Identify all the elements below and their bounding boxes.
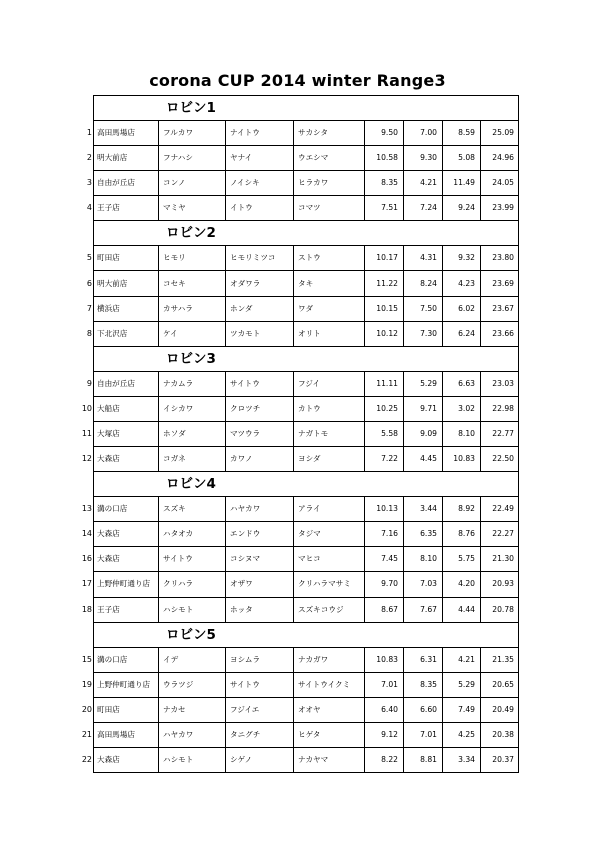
- member-name-cell: ツカモト: [226, 321, 294, 346]
- score-cell: 8.81: [404, 747, 443, 772]
- score-cell: 4.23: [443, 271, 481, 296]
- table-row: [94, 497, 519, 522]
- score-cell: 11.11: [365, 371, 404, 396]
- member-name-cell: ヤナイ: [226, 146, 294, 171]
- member-name-cell: オダワラ: [226, 271, 294, 296]
- rank-number: 15: [81, 654, 92, 664]
- member-name-cell: スズキコウジ: [294, 597, 365, 622]
- score-cell: 4.45: [404, 447, 443, 472]
- member-name-cell: カワノ: [226, 447, 294, 472]
- member-name-cell: サイトウイクミ: [294, 672, 365, 697]
- store-cell: 溝の口店: [94, 497, 159, 522]
- score-cell: 4.21: [443, 647, 481, 672]
- score-cell: 7.50: [404, 296, 443, 321]
- member-name-cell: ヒモリミツコ: [226, 246, 294, 271]
- store-cell: 大森店: [94, 747, 159, 772]
- table-row: [94, 672, 519, 697]
- member-name-cell: ナガトモ: [294, 421, 365, 446]
- score-cell: 9.12: [365, 722, 404, 747]
- score-cell: 4.44: [443, 597, 481, 622]
- score-cell: 6.35: [404, 522, 443, 547]
- member-name-cell: アライ: [294, 497, 365, 522]
- table-row: [94, 121, 519, 146]
- member-name-cell: ホソダ: [159, 421, 226, 446]
- rank-number: 17: [81, 579, 92, 589]
- score-cell: 8.35: [404, 672, 443, 697]
- member-name-cell: オリト: [294, 321, 365, 346]
- store-cell: 高田馬場店: [94, 121, 159, 146]
- rank-number: 21: [81, 729, 92, 739]
- rank-number: 19: [81, 679, 92, 689]
- group-title: ロビン2: [94, 221, 519, 246]
- score-cell: 7.51: [365, 196, 404, 221]
- store-cell: 下北沢店: [94, 321, 159, 346]
- total-score-cell: 21.30: [481, 547, 519, 572]
- member-name-cell: フジイ: [294, 371, 365, 396]
- total-score-cell: 21.35: [481, 647, 519, 672]
- member-name-cell: ヒモリ: [159, 246, 226, 271]
- score-cell: 7.03: [404, 572, 443, 597]
- member-name-cell: オオヤ: [294, 697, 365, 722]
- group-header-row: [94, 346, 519, 371]
- score-cell: 8.76: [443, 522, 481, 547]
- store-cell: 町田店: [94, 246, 159, 271]
- score-cell: 5.58: [365, 421, 404, 446]
- member-name-cell: ケイ: [159, 321, 226, 346]
- member-name-cell: ハヤカワ: [226, 497, 294, 522]
- score-cell: 10.58: [365, 146, 404, 171]
- total-score-cell: 22.77: [481, 421, 519, 446]
- member-name-cell: ストウ: [294, 246, 365, 271]
- score-cell: 10.17: [365, 246, 404, 271]
- member-name-cell: ナカガワ: [294, 647, 365, 672]
- member-name-cell: フルカワ: [159, 121, 226, 146]
- rank-number: 6: [86, 278, 92, 288]
- score-cell: 7.49: [443, 697, 481, 722]
- rank-number: 16: [81, 554, 92, 564]
- store-cell: 王子店: [94, 597, 159, 622]
- store-cell: 自由が丘店: [94, 171, 159, 196]
- table-row: [94, 246, 519, 271]
- total-score-cell: 20.49: [481, 697, 519, 722]
- score-cell: 4.25: [443, 722, 481, 747]
- score-cell: 7.67: [404, 597, 443, 622]
- score-cell: 6.02: [443, 296, 481, 321]
- score-cell: 3.34: [443, 747, 481, 772]
- score-cell: 7.01: [404, 722, 443, 747]
- results-table: [93, 95, 519, 773]
- member-name-cell: コンノ: [159, 171, 226, 196]
- score-cell: 9.30: [404, 146, 443, 171]
- score-cell: 11.49: [443, 171, 481, 196]
- table-row: [94, 171, 519, 196]
- store-cell: 大船店: [94, 396, 159, 421]
- score-cell: 8.10: [404, 547, 443, 572]
- member-name-cell: ワダ: [294, 296, 365, 321]
- page-title: corona CUP 2014 winter Range3: [149, 71, 446, 90]
- total-score-cell: 23.69: [481, 271, 519, 296]
- score-cell: 10.13: [365, 497, 404, 522]
- total-score-cell: 20.37: [481, 747, 519, 772]
- score-cell: 8.10: [443, 421, 481, 446]
- member-name-cell: ハヤカワ: [159, 722, 226, 747]
- store-cell: 溝の口店: [94, 647, 159, 672]
- member-name-cell: タジマ: [294, 522, 365, 547]
- score-cell: 7.24: [404, 196, 443, 221]
- score-cell: 3.44: [404, 497, 443, 522]
- table-row: [94, 722, 519, 747]
- table-row: [94, 597, 519, 622]
- member-name-cell: タキ: [294, 271, 365, 296]
- member-name-cell: コマツ: [294, 196, 365, 221]
- member-name-cell: ヨシダ: [294, 447, 365, 472]
- score-cell: 5.29: [404, 371, 443, 396]
- store-cell: 王子店: [94, 196, 159, 221]
- score-cell: 7.16: [365, 522, 404, 547]
- member-name-cell: カサハラ: [159, 296, 226, 321]
- rank-number: 5: [86, 253, 92, 263]
- score-cell: 3.02: [443, 396, 481, 421]
- table-row: [94, 146, 519, 171]
- member-name-cell: イシカワ: [159, 396, 226, 421]
- member-name-cell: ハシモト: [159, 747, 226, 772]
- member-name-cell: ウラツジ: [159, 672, 226, 697]
- rank-number: 11: [81, 428, 92, 438]
- score-cell: 8.24: [404, 271, 443, 296]
- table-row: [94, 747, 519, 772]
- score-cell: 6.63: [443, 371, 481, 396]
- store-cell: 大森店: [94, 522, 159, 547]
- member-name-cell: エンドウ: [226, 522, 294, 547]
- member-name-cell: ノイシキ: [226, 171, 294, 196]
- member-name-cell: スズキ: [159, 497, 226, 522]
- member-name-cell: ハシモト: [159, 597, 226, 622]
- rank-number: 22: [81, 755, 92, 765]
- total-score-cell: 23.66: [481, 321, 519, 346]
- member-name-cell: マミヤ: [159, 196, 226, 221]
- score-cell: 7.45: [365, 547, 404, 572]
- total-score-cell: 22.98: [481, 396, 519, 421]
- score-cell: 10.83: [443, 447, 481, 472]
- member-name-cell: ヨシムラ: [226, 647, 294, 672]
- member-name-cell: マツウラ: [226, 421, 294, 446]
- table-row: [94, 371, 519, 396]
- member-name-cell: サカシタ: [294, 121, 365, 146]
- member-name-cell: イデ: [159, 647, 226, 672]
- rank-number: 8: [86, 328, 92, 338]
- table-row: [94, 321, 519, 346]
- store-cell: 大森店: [94, 447, 159, 472]
- group-title: ロビン5: [94, 622, 519, 647]
- store-cell: 町田店: [94, 697, 159, 722]
- table-row: [94, 522, 519, 547]
- store-cell: 大森店: [94, 547, 159, 572]
- score-cell: 8.59: [443, 121, 481, 146]
- rank-number: 14: [81, 529, 92, 539]
- score-cell: 6.40: [365, 697, 404, 722]
- score-cell: 9.71: [404, 396, 443, 421]
- score-cell: 4.21: [404, 171, 443, 196]
- member-name-cell: ホッタ: [226, 597, 294, 622]
- total-score-cell: 23.03: [481, 371, 519, 396]
- member-name-cell: クリハラマサミ: [294, 572, 365, 597]
- table-row: [94, 396, 519, 421]
- group-title: ロビン3: [94, 346, 519, 371]
- table-row: [94, 647, 519, 672]
- table-row: [94, 196, 519, 221]
- rank-number: 2: [86, 153, 92, 163]
- member-name-cell: フナハシ: [159, 146, 226, 171]
- score-cell: 6.24: [443, 321, 481, 346]
- total-score-cell: 20.38: [481, 722, 519, 747]
- score-cell: 10.83: [365, 647, 404, 672]
- table-row: [94, 447, 519, 472]
- store-cell: 高田馬場店: [94, 722, 159, 747]
- score-cell: 7.30: [404, 321, 443, 346]
- member-name-cell: クロツチ: [226, 396, 294, 421]
- member-name-cell: ヒラカワ: [294, 171, 365, 196]
- score-cell: 8.67: [365, 597, 404, 622]
- member-name-cell: タニグチ: [226, 722, 294, 747]
- table-row: [94, 421, 519, 446]
- score-cell: 7.22: [365, 447, 404, 472]
- store-cell: 明大前店: [94, 271, 159, 296]
- member-name-cell: ハタオカ: [159, 522, 226, 547]
- store-cell: 横浜店: [94, 296, 159, 321]
- total-score-cell: 23.99: [481, 196, 519, 221]
- member-name-cell: フジイエ: [226, 697, 294, 722]
- rank-number: 4: [86, 203, 92, 213]
- table-row: [94, 697, 519, 722]
- total-score-cell: 23.67: [481, 296, 519, 321]
- total-score-cell: 20.93: [481, 572, 519, 597]
- score-cell: 10.25: [365, 396, 404, 421]
- member-name-cell: オザワ: [226, 572, 294, 597]
- score-cell: 9.50: [365, 121, 404, 146]
- score-cell: 4.20: [443, 572, 481, 597]
- member-name-cell: コセキ: [159, 271, 226, 296]
- member-name-cell: シゲノ: [226, 747, 294, 772]
- group-header-row: [94, 472, 519, 497]
- rank-number: 13: [81, 504, 92, 514]
- rank-number: 12: [81, 454, 92, 464]
- store-cell: 明大前店: [94, 146, 159, 171]
- total-score-cell: 20.65: [481, 672, 519, 697]
- group-title: ロビン1: [94, 96, 519, 121]
- member-name-cell: クリハラ: [159, 572, 226, 597]
- table-row: [94, 296, 519, 321]
- store-cell: 大塚店: [94, 421, 159, 446]
- store-cell: 上野仲町通り店: [94, 672, 159, 697]
- rank-number: 20: [81, 704, 92, 714]
- score-cell: 8.22: [365, 747, 404, 772]
- member-name-cell: コガネ: [159, 447, 226, 472]
- score-cell: 9.70: [365, 572, 404, 597]
- rank-number: 7: [86, 303, 92, 313]
- total-score-cell: 24.05: [481, 171, 519, 196]
- member-name-cell: ホンダ: [226, 296, 294, 321]
- table-row: [94, 547, 519, 572]
- score-cell: 9.09: [404, 421, 443, 446]
- member-name-cell: イトウ: [226, 196, 294, 221]
- member-name-cell: ナイトウ: [226, 121, 294, 146]
- member-name-cell: マヒコ: [294, 547, 365, 572]
- member-name-cell: ナカヤマ: [294, 747, 365, 772]
- rank-number: 18: [81, 604, 92, 614]
- member-name-cell: サイトウ: [226, 672, 294, 697]
- member-name-cell: コシヌマ: [226, 547, 294, 572]
- member-name-cell: ナカムラ: [159, 371, 226, 396]
- total-score-cell: 24.96: [481, 146, 519, 171]
- rank-number: 9: [86, 378, 92, 388]
- rank-number: 3: [86, 178, 92, 188]
- score-cell: 6.60: [404, 697, 443, 722]
- group-header-row: [94, 622, 519, 647]
- member-name-cell: ヒゲタ: [294, 722, 365, 747]
- store-cell: 自由が丘店: [94, 371, 159, 396]
- member-name-cell: カトウ: [294, 396, 365, 421]
- score-cell: 10.15: [365, 296, 404, 321]
- total-score-cell: 22.27: [481, 522, 519, 547]
- score-cell: 5.75: [443, 547, 481, 572]
- score-cell: 7.00: [404, 121, 443, 146]
- total-score-cell: 23.80: [481, 246, 519, 271]
- rank-number: 10: [81, 403, 92, 413]
- group-title: ロビン4: [94, 472, 519, 497]
- store-cell: 上野仲町通り店: [94, 572, 159, 597]
- member-name-cell: ウエシマ: [294, 146, 365, 171]
- score-cell: 7.01: [365, 672, 404, 697]
- table-row: [94, 572, 519, 597]
- score-cell: 6.31: [404, 647, 443, 672]
- total-score-cell: 25.09: [481, 121, 519, 146]
- score-cell: 8.92: [443, 497, 481, 522]
- total-score-cell: 22.50: [481, 447, 519, 472]
- score-cell: 4.31: [404, 246, 443, 271]
- member-name-cell: サイトウ: [159, 547, 226, 572]
- table-row: [94, 271, 519, 296]
- results-table-body: [94, 96, 519, 773]
- member-name-cell: サイトウ: [226, 371, 294, 396]
- score-cell: 9.24: [443, 196, 481, 221]
- total-score-cell: 22.49: [481, 497, 519, 522]
- rank-number: 1: [86, 128, 92, 138]
- score-cell: 10.12: [365, 321, 404, 346]
- group-header-row: [94, 221, 519, 246]
- score-cell: 9.32: [443, 246, 481, 271]
- total-score-cell: 20.78: [481, 597, 519, 622]
- member-name-cell: ナカセ: [159, 697, 226, 722]
- score-cell: 5.08: [443, 146, 481, 171]
- score-cell: 8.35: [365, 171, 404, 196]
- group-header-row: [94, 96, 519, 121]
- score-cell: 11.22: [365, 271, 404, 296]
- score-cell: 5.29: [443, 672, 481, 697]
